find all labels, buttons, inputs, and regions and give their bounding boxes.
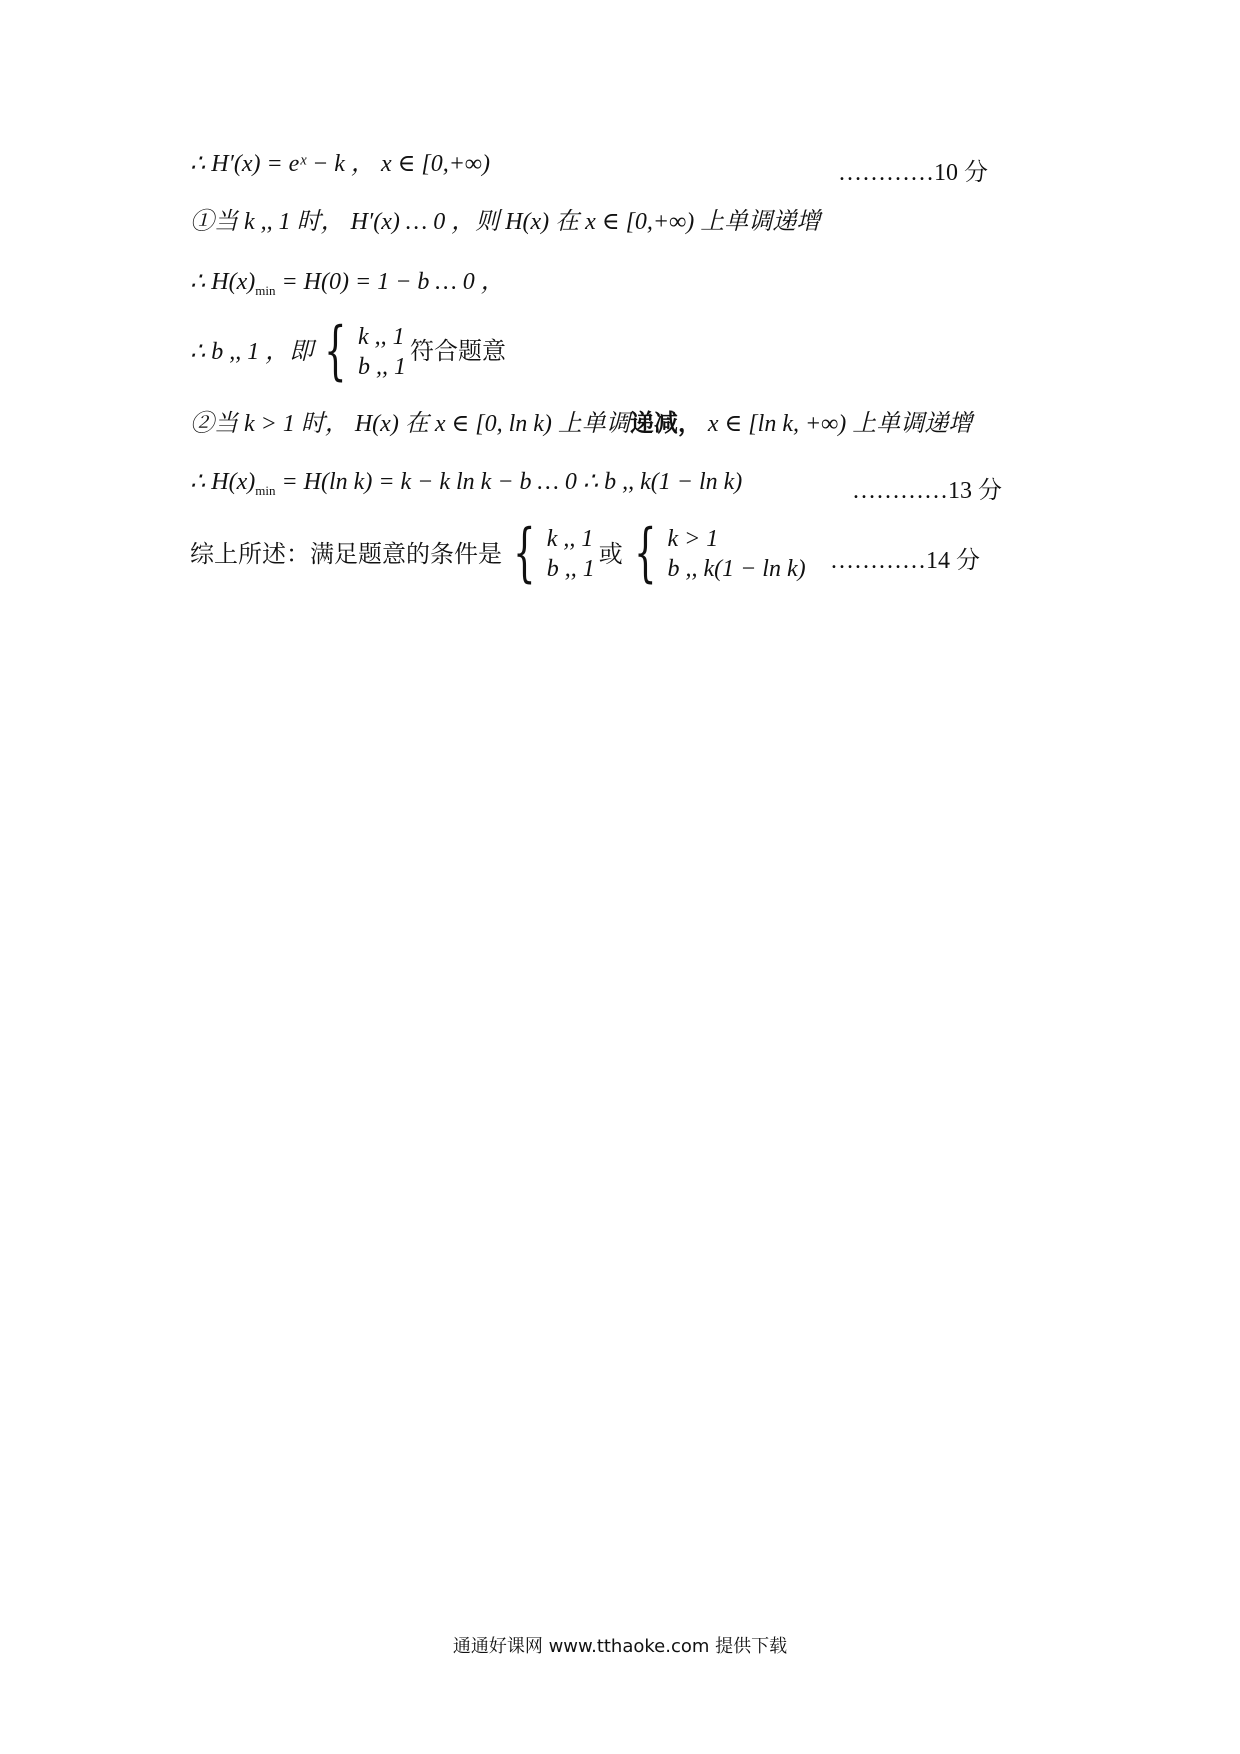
solution-line-3 <box>190 270 505 297</box>
solution-line-2 <box>190 210 820 234</box>
score-10 <box>838 152 988 187</box>
min2-rest: = H(ln k) = k − k ln k − b … 0 ∴ b ,, k(1 − ln k) <box>275 469 743 495</box>
left-brace-a: { <box>513 516 536 591</box>
min2-subscript: min <box>255 483 276 498</box>
line4-suffix: 符合题意 <box>410 339 506 365</box>
conclusion-prefix: 综上所述：满足题意的条件是 <box>190 540 502 568</box>
system-a <box>547 524 595 584</box>
solution-line-5 <box>190 412 972 436</box>
derivative-expression: ∴ H′(x) = eˣ − k ， x ∈ [0,+∞) <box>190 151 491 177</box>
score-14 <box>830 540 980 575</box>
score-label: …………14 分 <box>830 548 980 574</box>
system-row-1: k ,, 1 <box>358 324 405 350</box>
footer-text: 通通好课网 www.tthaoke.com 提供下载 <box>452 1636 788 1657</box>
min-subscript: min <box>255 283 276 298</box>
case-2-part1: ②当 k > 1 时， H(x) 在 x ∈ [0, ln k) 上单调 <box>190 411 630 437</box>
score-13 <box>852 470 1002 505</box>
or-word: 或 <box>598 540 623 568</box>
system-case-1 <box>358 322 406 382</box>
score-label: …………13 分 <box>852 478 1002 504</box>
system-a-row-1: k ,, 1 <box>546 526 594 552</box>
solution-line-6 <box>190 470 742 497</box>
solution-line-4 <box>190 314 506 389</box>
score-label: …………10 分 <box>838 160 988 186</box>
case-2-part2: x ∈ [ln k, +∞) 上单调递增 <box>701 411 973 437</box>
min2-prefix: ∴ H(x) <box>190 469 256 495</box>
solution-line-7 <box>190 516 810 591</box>
min-prefix: ∴ H(x) <box>190 269 256 295</box>
system-row-2: b ,, 1 <box>358 354 406 380</box>
case-1-statement: ①当 k ,, 1 时， H′(x) … 0 ，则 H(x) 在 x ∈ [0,+∞) 上单调递增 <box>190 209 821 235</box>
system-a-row-2: b ,, 1 <box>546 556 595 582</box>
page-footer <box>0 1632 1240 1658</box>
min-rest: = H(0) = 1 − b … 0 ， <box>275 269 505 295</box>
system-b <box>667 524 805 584</box>
system-b-row-2: b ,, k(1 − ln k) <box>667 556 806 582</box>
system-b-row-1: k > 1 <box>667 526 719 552</box>
solution-line-1 <box>190 152 490 176</box>
left-brace: { <box>324 314 347 389</box>
line4-prefix: ∴ b ,, 1 ，即 <box>190 339 314 365</box>
case-2-bold: 递减， <box>629 411 702 437</box>
left-brace-b: { <box>633 516 657 591</box>
